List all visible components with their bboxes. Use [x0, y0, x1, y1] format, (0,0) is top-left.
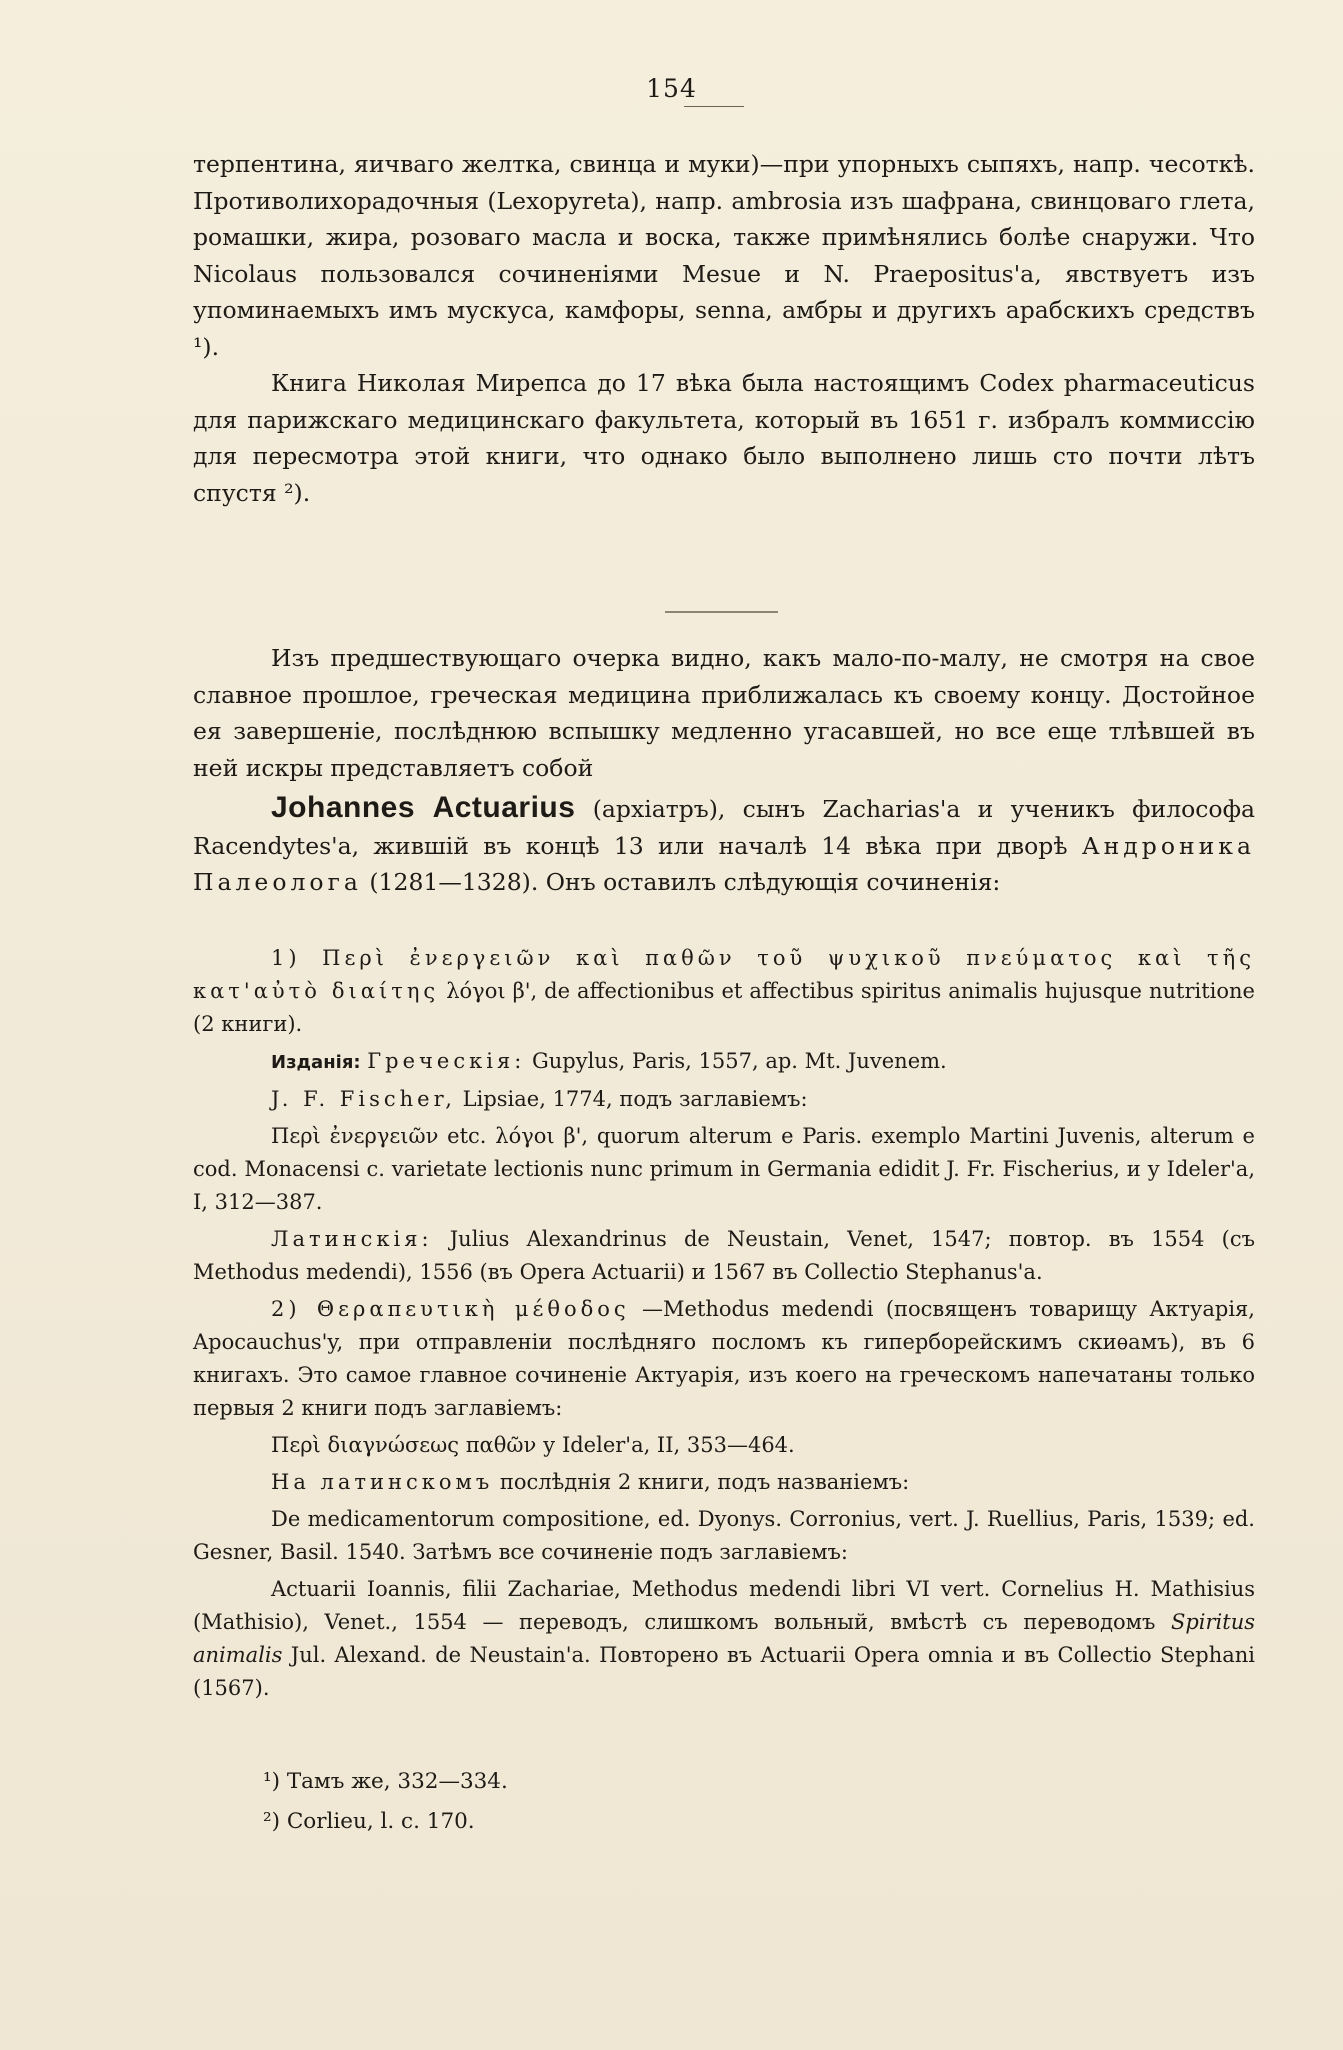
works-block: [193, 942, 1255, 1709]
fischer-name: J. F. Fischer,: [271, 1087, 456, 1111]
work-2-text: —Methodus medendi (посвященъ товарищу Актуарія, Apocauchus'y, при отправленіи послѣдняго посломъ къ гиперборейскимъ скиѳамъ), въ 6 книгахъ. Это самое главное сочиненіе Актуарія, изъ коего на греческомъ напечатаны только первыя 2 книги подъ заглавіемъ:: [193, 1297, 1255, 1420]
latin-2-text: послѣднія 2 книги, подъ названіемъ:: [499, 1470, 910, 1494]
andronikos-rest: (1281—1328). Онъ оставилъ слѣдующія сочиненія:: [369, 868, 1001, 896]
work-2: [193, 1293, 1255, 1425]
spiritus-animalis: Spiritus animalis: [193, 1610, 1255, 1667]
actuarius-description: (архіатръ), сынъ Zacharias'a и ученикъ философа Racendytes'a, жившій въ концѣ 13 или началѣ 14 вѣка при дворѣ: [193, 795, 1255, 860]
page-number: 154: [646, 74, 697, 103]
work-1-latin-title: λόγοι β', de affectionibus et affectibus spiritus animalis hujusque nutritione (2 книги).: [193, 979, 1255, 1036]
editions-line: [193, 1045, 1255, 1079]
footnote-2: ²) Corlieu, l. c. 170.: [263, 1809, 475, 1834]
footnote-1: ¹) Тамъ же, 332—334.: [263, 1769, 508, 1794]
latin-text: Julius Alexandrinus de Neustain, Venet, 1547; повтор. въ 1554 (съ Methodus medendi), 1556 (въ Opera Actuarii) и 1567 въ Collectio Stephanus'a.: [193, 1227, 1255, 1284]
latin-2-line: [193, 1466, 1255, 1499]
latin-editions: [193, 1223, 1255, 1289]
actuarius-name: Johannes Actuarius: [271, 791, 576, 824]
full-title-rest: Jul. Alexand. de Neustain'a. Повторено въ Actuarii Opera omnia и въ Collectio Stephani (1567).: [193, 1643, 1255, 1700]
paragraph-ambrosia: терпентина, яичваго желтка, свинца и муки)—при упорныхъ сыпяхъ, напр. чесоткѣ. Противолихорадочныя (Lexopyreta), напр. ambrosia изъ шафрана, свинцоваго глета, ромашки, жира, розоваго масла и воска, также примѣнялись болѣе снаружи. Что Nicolaus пользовался сочиненіями Mesue и N. Praepositus'a, явствуетъ изъ упоминаемыхъ имъ мускуса, камфоры, senna, амбры и другихъ арабскихъ средствъ ¹).: [193, 150, 1255, 361]
fischer-text: Lipsiae, 1774, подъ заглавіемъ:: [462, 1087, 808, 1111]
full-title-line: [193, 1573, 1255, 1705]
intro-text-block: [193, 640, 1255, 901]
latin-2-title: De medicamentorum compositione, ed. Dyonys. Corronius, vert. J. Ruellius, Paris, 1539; ed. Gesner, Basil. 1540. Затѣмъ все сочиненіе подъ заглавіемъ:: [193, 1507, 1255, 1564]
editions-greek-text: Gupylus, Paris, 1557, ap. Mt. Juvenem.: [531, 1049, 947, 1073]
footnotes: [263, 1762, 1163, 1842]
latin-label: Латинскія:: [271, 1227, 433, 1251]
page-number-underline: [684, 106, 744, 107]
fischer-line: [193, 1083, 1255, 1116]
editions-label: Изданія:: [271, 1052, 361, 1073]
work-1: [193, 942, 1255, 1041]
paragraph-intro: Изъ предшествующаго очерка видно, какъ мало-по-малу, не смотря на свое славное прошлое, греческая медицина приближалась къ своему концу. Достойное ея завершеніе, послѣднюю вспышку медленно угасавшей, но все еще тлѣвшей въ ней искры представляетъ собой: [193, 644, 1255, 782]
latin-2-label: На латинскомъ: [271, 1470, 494, 1494]
fischer-title: Περὶ ἐνεργειῶν etc. λόγοι β', quorum alterum e Paris. exemplo Martini Juvenis, alterum e cod. Monacensi c. varietate lectionis nunc primum in Germania edidit J. Fr. Fischerius, и у Ideler'a, I, 312—387.: [193, 1124, 1255, 1214]
editions-greek-label: Греческія:: [367, 1049, 526, 1073]
paragraph-actuarius: [193, 790, 1255, 901]
work-2-title: Περὶ διαγνώσεως παθῶν у Ideler'a, II, 353—464.: [271, 1433, 795, 1457]
top-text-block: [193, 146, 1255, 511]
andronikos-name: Андроника Палеолога: [193, 831, 1255, 896]
work-2-greek-title: 2) Θεραπευτικὴ μέθοδος: [271, 1297, 630, 1321]
work-1-greek-title: 1) Περὶ ἐνεργειῶν καὶ παθῶν τοῦ ψυχικοῦ πνεύματος καὶ τῆς κατ'αὐτὸ διαίτης: [193, 946, 1255, 1003]
section-divider: [665, 611, 778, 613]
full-title-text: Actuarii Ioannis, filii Zachariae, Methodus medendi libri VI vert. Cornelius H. Mathisius (Mathisio), Venet., 1554 — переводъ, слишкомъ вольный, вмѣстѣ съ переводомъ: [193, 1577, 1255, 1634]
paragraph-codex: Книга Николая Мирепса до 17 вѣка была настоящимъ Codex pharmaceuticus для парижскаго медицинскаго факультета, который въ 1651 г. избралъ коммиссію для пересмотра этой книги, что однако было выполнено лишь сто почти лѣтъ спустя ²).: [193, 369, 1255, 507]
